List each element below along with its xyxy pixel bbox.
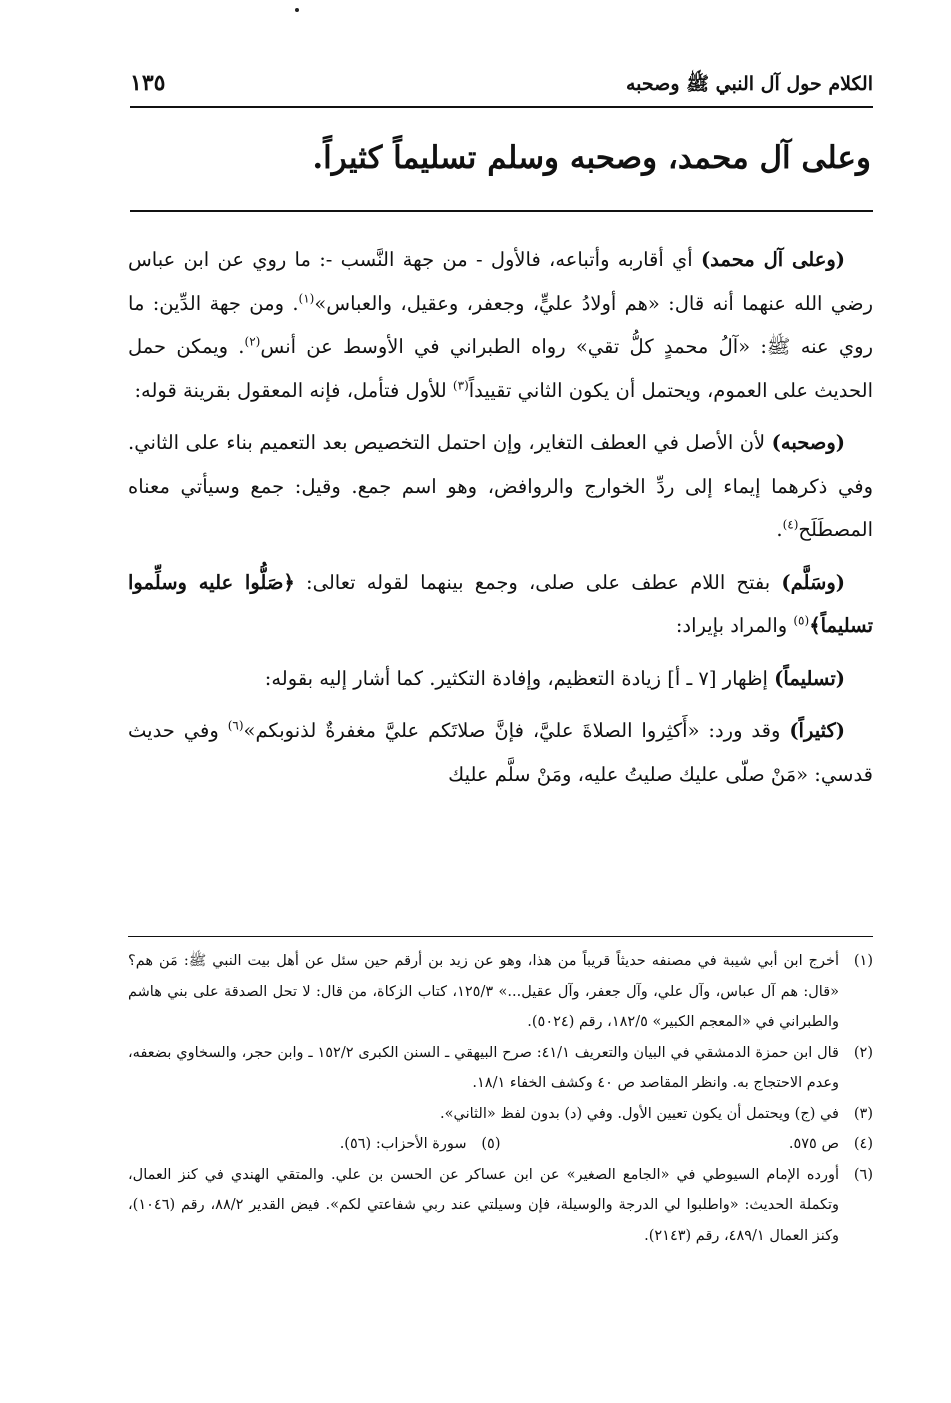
footnote-ref[interactable]: (٥)	[793, 613, 810, 628]
footnote-text: ص ٥٧٥.	[788, 1136, 839, 1152]
footnote-number: (٥)	[481, 1136, 501, 1152]
paragraph-aal	[128, 238, 873, 412]
lemma: (وصحبه)	[771, 431, 845, 454]
running-title: الكلام حول آل النبي ﷺ وصحبه	[626, 73, 873, 95]
commentary-body	[128, 238, 873, 805]
paragraph-text: وفي حديث قدسي: «مَنْ صلّى عليك صليتُ عليه، ومَنْ سلَّم عليك	[128, 719, 873, 786]
footnotes	[128, 946, 873, 1251]
lemma: (وعلى آل محمد)	[700, 248, 845, 271]
lemma: (تسليماً)	[774, 666, 845, 690]
paragraph-sahb	[128, 421, 873, 552]
paragraph-kathiran	[128, 709, 873, 796]
matn-heading: وعلى آل محمد، وصحبه وسلم تسليماً كثيراً.	[312, 140, 871, 176]
footnote-row	[128, 1129, 873, 1160]
paragraph-text: . ومن جهة الدِّين: ما روي عنه ﷺ: «آلُ محمدٍ كلُّ تقي» رواه الطبراني في الأوسط عن أنس	[128, 291, 874, 358]
footnote-number: (٢)	[853, 1044, 873, 1061]
paragraph-text: إظهار [٧ ـ أ] زيادة التعظيم، وإفادة التكثير. كما أشار إليه بقوله:	[264, 666, 775, 690]
footnote-rule	[128, 936, 873, 937]
footnote-6	[128, 1160, 873, 1252]
paragraph-text: وقد ورد: «أَكثِروا الصلاةَ عليَّ، فإنَّ صلاتَكم عليَّ مغفرةٌ لذنوبكم»	[243, 719, 790, 742]
footnote-text: أخرج ابن أبي شيبة في مصنفه حديثاً قريباً من هذا، وهو عن زيد بن أرقم حين سئل عن أهل بيت النبي ﷺ: مَن هم؟ «قال: هم آل عباس، وآل علي، وآل جعفر، وآل عقيل...» ١٢٥/٣، كتاب الزكاة، من قال: لا تحل الصدقة على بني هاشم والطبراني في «المعجم الكبير» ١٨٢/٥، رقم (٥٠٢٤).	[128, 953, 839, 1030]
footnote-2	[128, 1038, 873, 1099]
header-rule	[130, 106, 873, 108]
footnote-5	[128, 1129, 501, 1160]
footnote-ref[interactable]: (١)	[298, 291, 315, 305]
footnote-text: أورده الإمام السيوطي في «الجامع الصغير» عن ابن عساكر عن الحسن بن علي. والمتقي الهندي في كنز العمال، وتكملة الحديث: «واطلبوا لي الدرجة والوسيلة، فإن وسيلتي عند ربي شفاعتي لكم». فيض القدير ٨٨/٢، رقم (١٠٤٦)، وكنز العمال ٤٨٩/١، رقم (٢١٤٣).	[128, 1166, 839, 1244]
paragraph-text: .	[776, 518, 783, 541]
quran-verse: ﴿صَلُّوا عليه وسلِّموا تسليماً﴾	[128, 570, 873, 637]
paragraph-text: أي أقاربه وأتباعه، فالأول - من جهة النَّسب -: ما روي عن ابن عباس رضي الله عنهما أنه قال: «هم أولادُ عليٍّ، وجعفر، وعقيل، والعباس»	[128, 248, 873, 315]
paragraph-tasliman	[128, 657, 873, 701]
footnote-4	[501, 1129, 874, 1160]
scan-speck	[295, 8, 299, 12]
footnote-text: سورة الأحزاب: (٥٦).	[339, 1136, 467, 1152]
footnote-number: (٤)	[853, 1136, 873, 1152]
paragraph-text: للأول فتأمل، فإنه المعقول بقرينة قوله:	[134, 378, 453, 402]
footnote-ref[interactable]: (٦)	[227, 718, 244, 733]
footnote-text: في (ج) ويحتمل أن يكون تعيين الأول. وفي (د) بدون لفظ «الثاني».	[440, 1105, 839, 1122]
lemma: (وسَلَّم)	[781, 570, 845, 594]
paragraph-text: لأن الأصل في العطف التغاير، وإن احتمل التخصيص بعد التعميم بناء على الثاني. وفي ذكرهما إيماء إلى ردِّ الخوارج والروافض، وهو اسم جمع. وقيل: جمع وسيأتي معناه المصطَلَح	[128, 431, 873, 541]
page-number: ١٣٥	[130, 70, 166, 96]
paragraph-text: . ويمكن حمل الحديث على العموم، ويحتمل أن يكون الثاني تقييداً	[128, 335, 873, 402]
page-header	[130, 70, 873, 104]
footnote-ref[interactable]: (٣)	[452, 378, 469, 392]
footnote-1	[128, 946, 873, 1038]
footnote-number: (٣)	[853, 1105, 873, 1122]
footnote-3	[128, 1099, 873, 1130]
paragraph-text: والمراد بإيراد:	[675, 614, 794, 637]
footnote-text: قال ابن حمزة الدمشقي في البيان والتعريف ٤١/١: صرح البيهقي ـ السنن الكبرى ١٥٢/٢ ـ وابن حجر، والسخاوي بضعفه، وعدم الاحتجاج به. وانظر المقاصد ص ٤٠ وكشف الخفاء ١٨/١.	[128, 1044, 839, 1091]
footnote-number: (١)	[853, 953, 873, 969]
paragraph-sallam	[128, 561, 873, 648]
footnote-ref[interactable]: (٢)	[244, 334, 261, 349]
lemma: (كثيراً)	[789, 719, 845, 742]
paragraph-text: بفتح اللام عطف على صلى، وجمع بينهما لقوله تعالى:	[294, 570, 782, 594]
footnote-ref[interactable]: (٤)	[782, 517, 799, 532]
footnote-number: (٦)	[853, 1166, 873, 1183]
matn-rule	[130, 210, 873, 212]
